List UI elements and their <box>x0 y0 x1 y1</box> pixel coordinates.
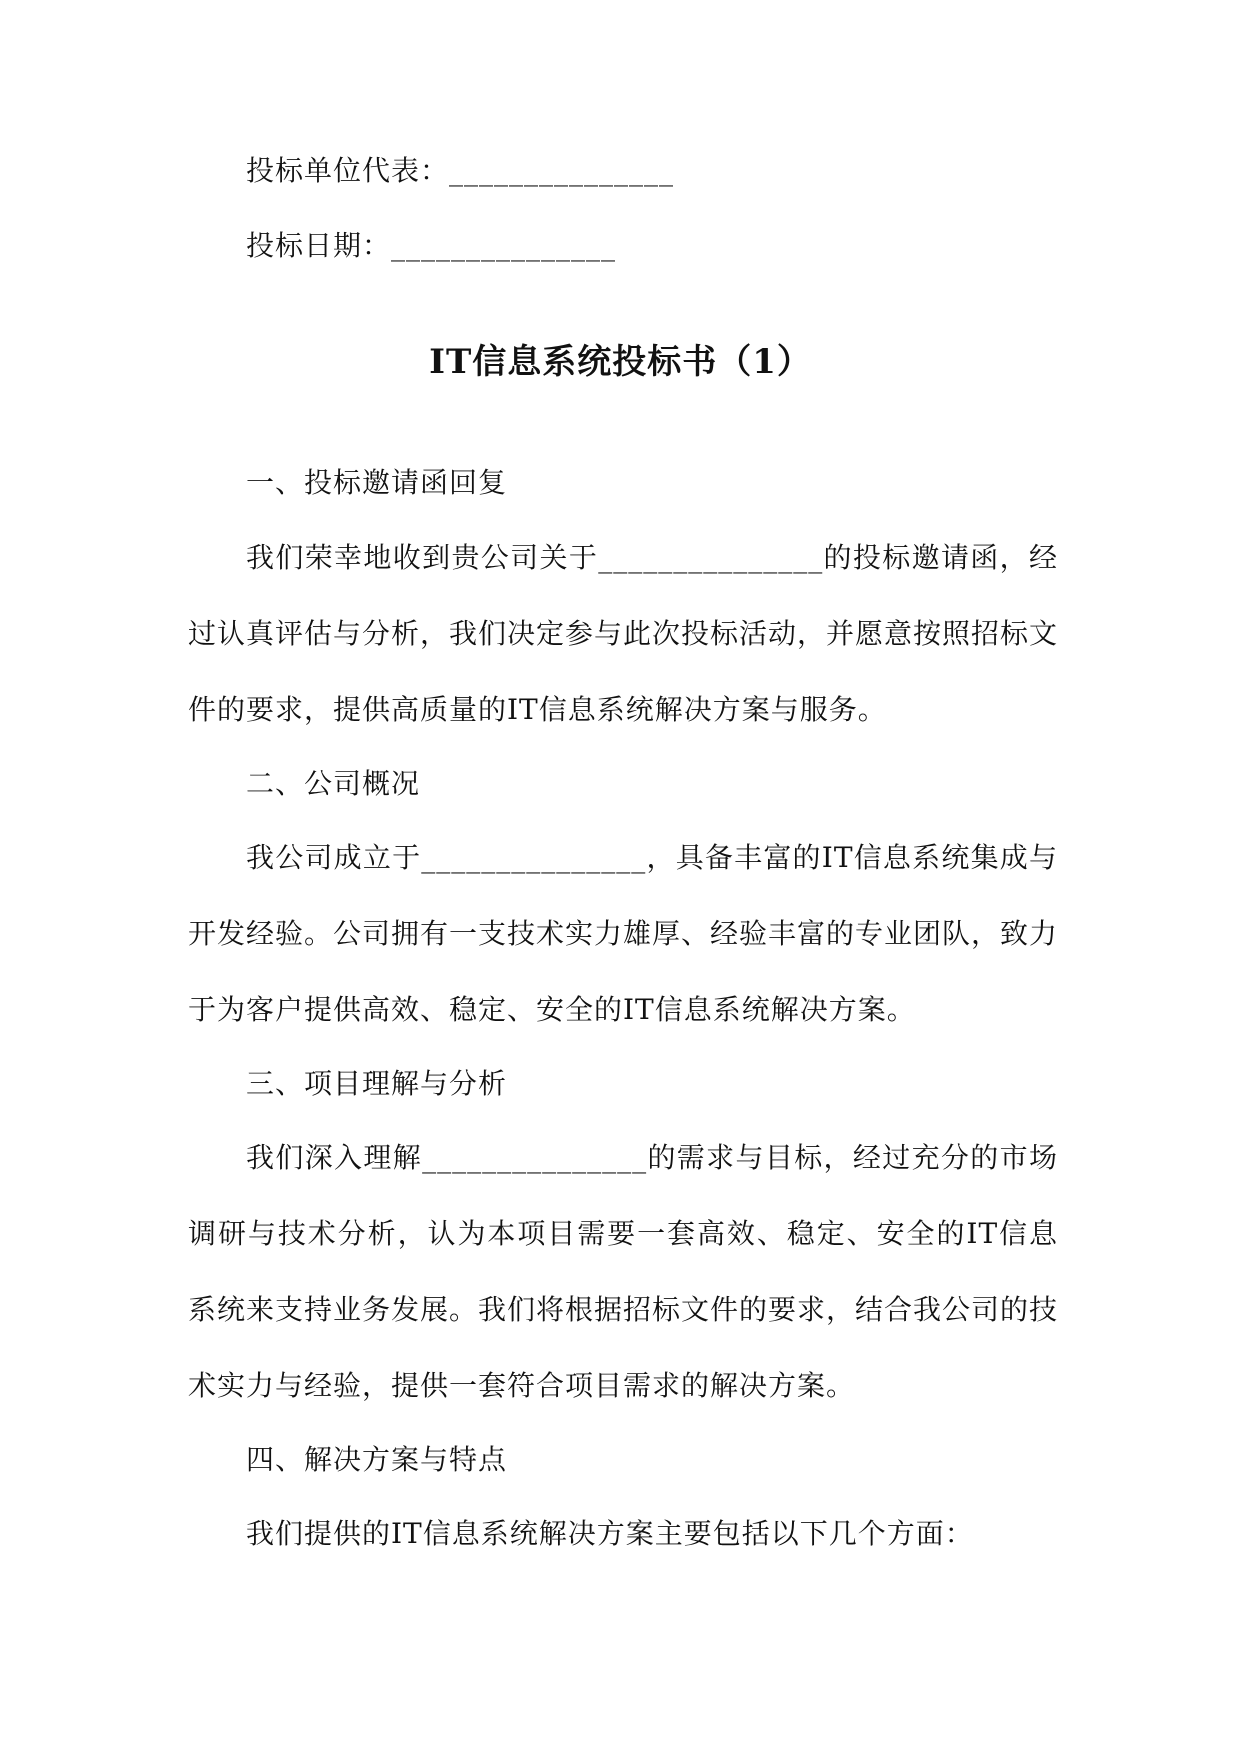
section-heading-solution-features: 四、解决方案与特点 <box>246 1443 508 1476</box>
section-heading-project-analysis: 三、项目理解与分析 <box>246 1067 508 1100</box>
bidder-representative-line: 投标单位代表：_______________ <box>246 154 675 187</box>
bid-date-line: 投标日期：_______________ <box>246 229 617 262</box>
document-title: IT信息系统投标书（1） <box>429 342 812 382</box>
section-body-project-analysis: 我们深入理解_______________的需求与目标，经过充分的市场调研与技术分析，认为本项目需要一套高效、稳定、安全的IT信息系统来支持业务发展。我们将根据招标文件的要求，结合我公司的技术实力与经验，提供一套符合项目需求的解决方案。 <box>188 1141 1059 1402</box>
section-heading-company-overview: 二、公司概况 <box>246 767 421 800</box>
section-body-invitation-reply: 我们荣幸地收到贵公司关于_______________的投标邀请函，经过认真评估与分析，我们决定参与此次投标活动，并愿意按照招标文件的要求，提供高质量的IT信息系统解决方案与服务。 <box>188 541 1059 726</box>
section-body-solution-features: 我们提供的IT信息系统解决方案主要包括以下几个方面： <box>246 1517 974 1550</box>
section-heading-invitation-reply: 一、投标邀请函回复 <box>246 466 508 499</box>
section-body-company-overview: 我公司成立于_______________，具备丰富的IT信息系统集成与开发经验。公司拥有一支技术实力雄厚、经验丰富的专业团队，致力于为客户提供高效、稳定、安全的IT信息系统解决方案。 <box>188 841 1059 1026</box>
